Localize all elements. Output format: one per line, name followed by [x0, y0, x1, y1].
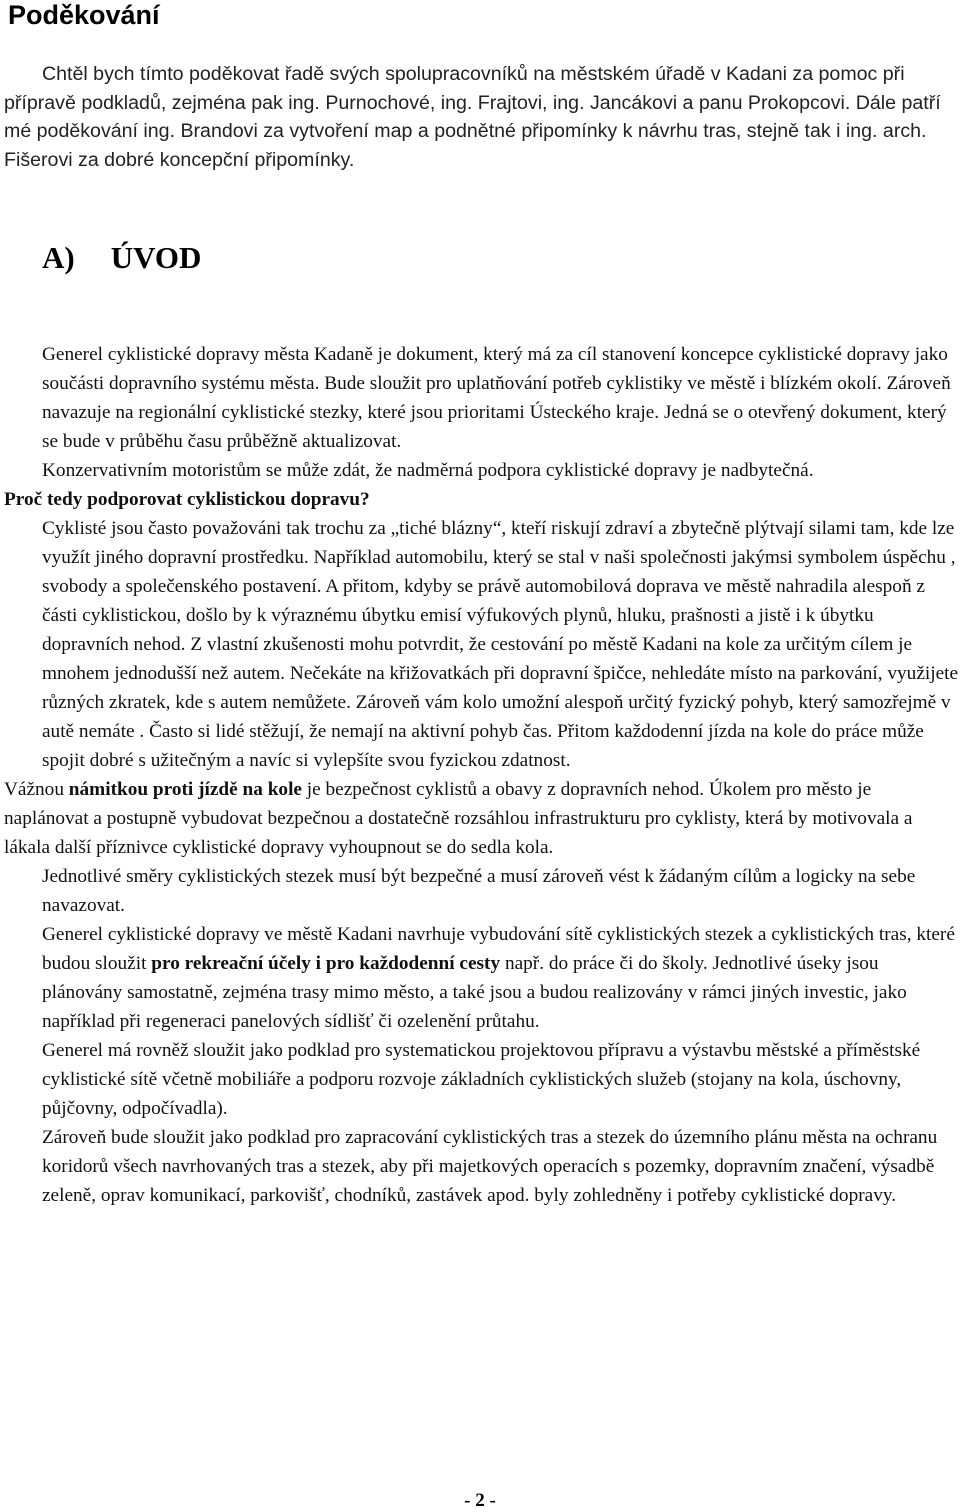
safety-emphasis: námitkou proti jízdě na kole [68, 779, 302, 800]
paragraph-directions: Jednotlivé směry cyklistických stezek musí být bezpečné a musí zároveň vést k žádaným cílům a logicky na sebe navazovat. [42, 866, 916, 916]
paragraph-introduction: Generel cyklistické dopravy města Kadaně je dokument, který má za cíl stanovení koncepce cyklistické dopravy jako součásti dopravního systému města. Bude sloužit pro uplatňování potřeb cyklistiky ve městě i blízkém okolí. Zároveň navazuje na regionální cyklistické stezky, které jsou prioritami Ústeckého kraje. Jedná se o otevřený dokument, který se bude v průběhu času průběžně aktualizovat. [42, 344, 951, 452]
page-number: - 2 - [464, 1490, 496, 1511]
paragraph-cyclists: Cyklisté jsou často považováni tak trochu za „tiché blázny“, kteří riskují zdraví a zbytečně plýtvají silami tam, kde lze využít jiného dopravní prostředku. Například automobilu, který se stal v naši společnosti jakýmsi symbolem úspěchu , svobody a společenského postavení. A přitom, kdyby se právě automobilová doprava ve městě nahradila alespoň z části cyklistickou, došlo by k výraznému úbytku emisí výfukových plynů, hluku, prašnosti a jistě i k úbytku dopravních nehod. Z vlastní zkušenosti mohu potvrdit, že cestování po městě Kadani na kole za určitým cílem je mnohem jednodušší než autem. Nečekáte na křižovatkách při dopravní špičce, nehledáte místo na parkování, využijete různých zkratek, kde s autem nemůžete. Zároveň vám kolo umožní alespoň určitý fyzický pohyb, který samozřejmě v autě nemáte . Často si lidé stěžují, že nemají na aktivní pohyb čas. Přitom každodenní jízda na kole do práce může spojit dobré s užitečným a navíc si vylepšíte svou fyzickou zdatnost. [42, 518, 959, 771]
section-name: ÚVOD [110, 240, 202, 275]
question-text: Proč tedy podporovat cyklistickou dopravu? [4, 489, 370, 510]
network-emphasis: pro rekreační účely i pro každodenní cesty [151, 953, 501, 974]
paragraph-safety [4, 775, 960, 862]
body-text [4, 340, 960, 1210]
safety-text-end: je bezpečnost cyklistů a obavy z dopravních nehod. Úkolem pro město je naplánovat a postupně vybudovat bezpečnou a dostatečně rozsáhlou infrastrukturu pro cyklisty, která by motivovala a lákala další příznivce cyklistické dopravy vyhoupnout se do sedla kola. [4, 779, 913, 858]
paragraph-planning: Generel má rovněž sloužit jako podklad pro systematickou projektovou přípravu a výstavbu městské a příměstské cyklistické sítě včetně mobiliáře a podporu rozvoje základních cyklistických služeb (stojany na kola, úschovny, půjčovny, odpočívadla). [42, 1040, 921, 1119]
paragraph-motorists: Konzervativním motoristům se může zdát, že nadměrná podpora cyklistické dopravy je nadbytečná. [42, 460, 814, 481]
question-heading [4, 485, 960, 514]
acknowledgement-text: Chtěl bych tímto poděkovat řadě svých spolupracovníků na městském úřadě v Kadani za pomoc při přípravě podkladů, zejména pak ing. Purnochové, ing. Frajtovi, ing. Jancákovi a panu Prokopcovi. Dále patří mé poděkování ing. Brandovi za vytvoření map a podnětné připomínky k návrhu tras, stejně tak i ing. arch. Fišerovi za dobré koncepční připomínky. [4, 63, 941, 171]
network-text-start: Generel cyklistické dopravy ve městě Kadani navrhuje vybudování sítě cyklistických stezek a cyklistických tras, které budou sloužit [42, 924, 955, 974]
acknowledgement-paragraph [4, 60, 952, 174]
page-title: Poděkování [8, 0, 160, 30]
safety-text-start: Vážnou [4, 779, 69, 800]
paragraph-network [4, 920, 960, 1036]
section-letter: A) [42, 240, 75, 275]
paragraph-zoning: Zároveň bude sloužit jako podklad pro zapracování cyklistických tras a stezek do územního plánu města na ochranu koridorů všech navrhovaných tras a stezek, aby při majetkových operacích s pozemky, dopravním značení, výsadbě zeleně, oprav komunikací, parkovišť, chodníků, zastávek apod. byly zohledněny i potřeby cyklistické dopravy. [42, 1127, 938, 1206]
network-text-end: např. do práce či do školy. Jednotlivé úseky jsou plánovány samostatně, zejména trasy mimo město, a také jsou a budou realizovány v rámci jiných investic, jako například při regeneraci panelových sídlišť či ozelenění průtahu. [42, 953, 907, 1032]
section-heading [42, 240, 201, 276]
